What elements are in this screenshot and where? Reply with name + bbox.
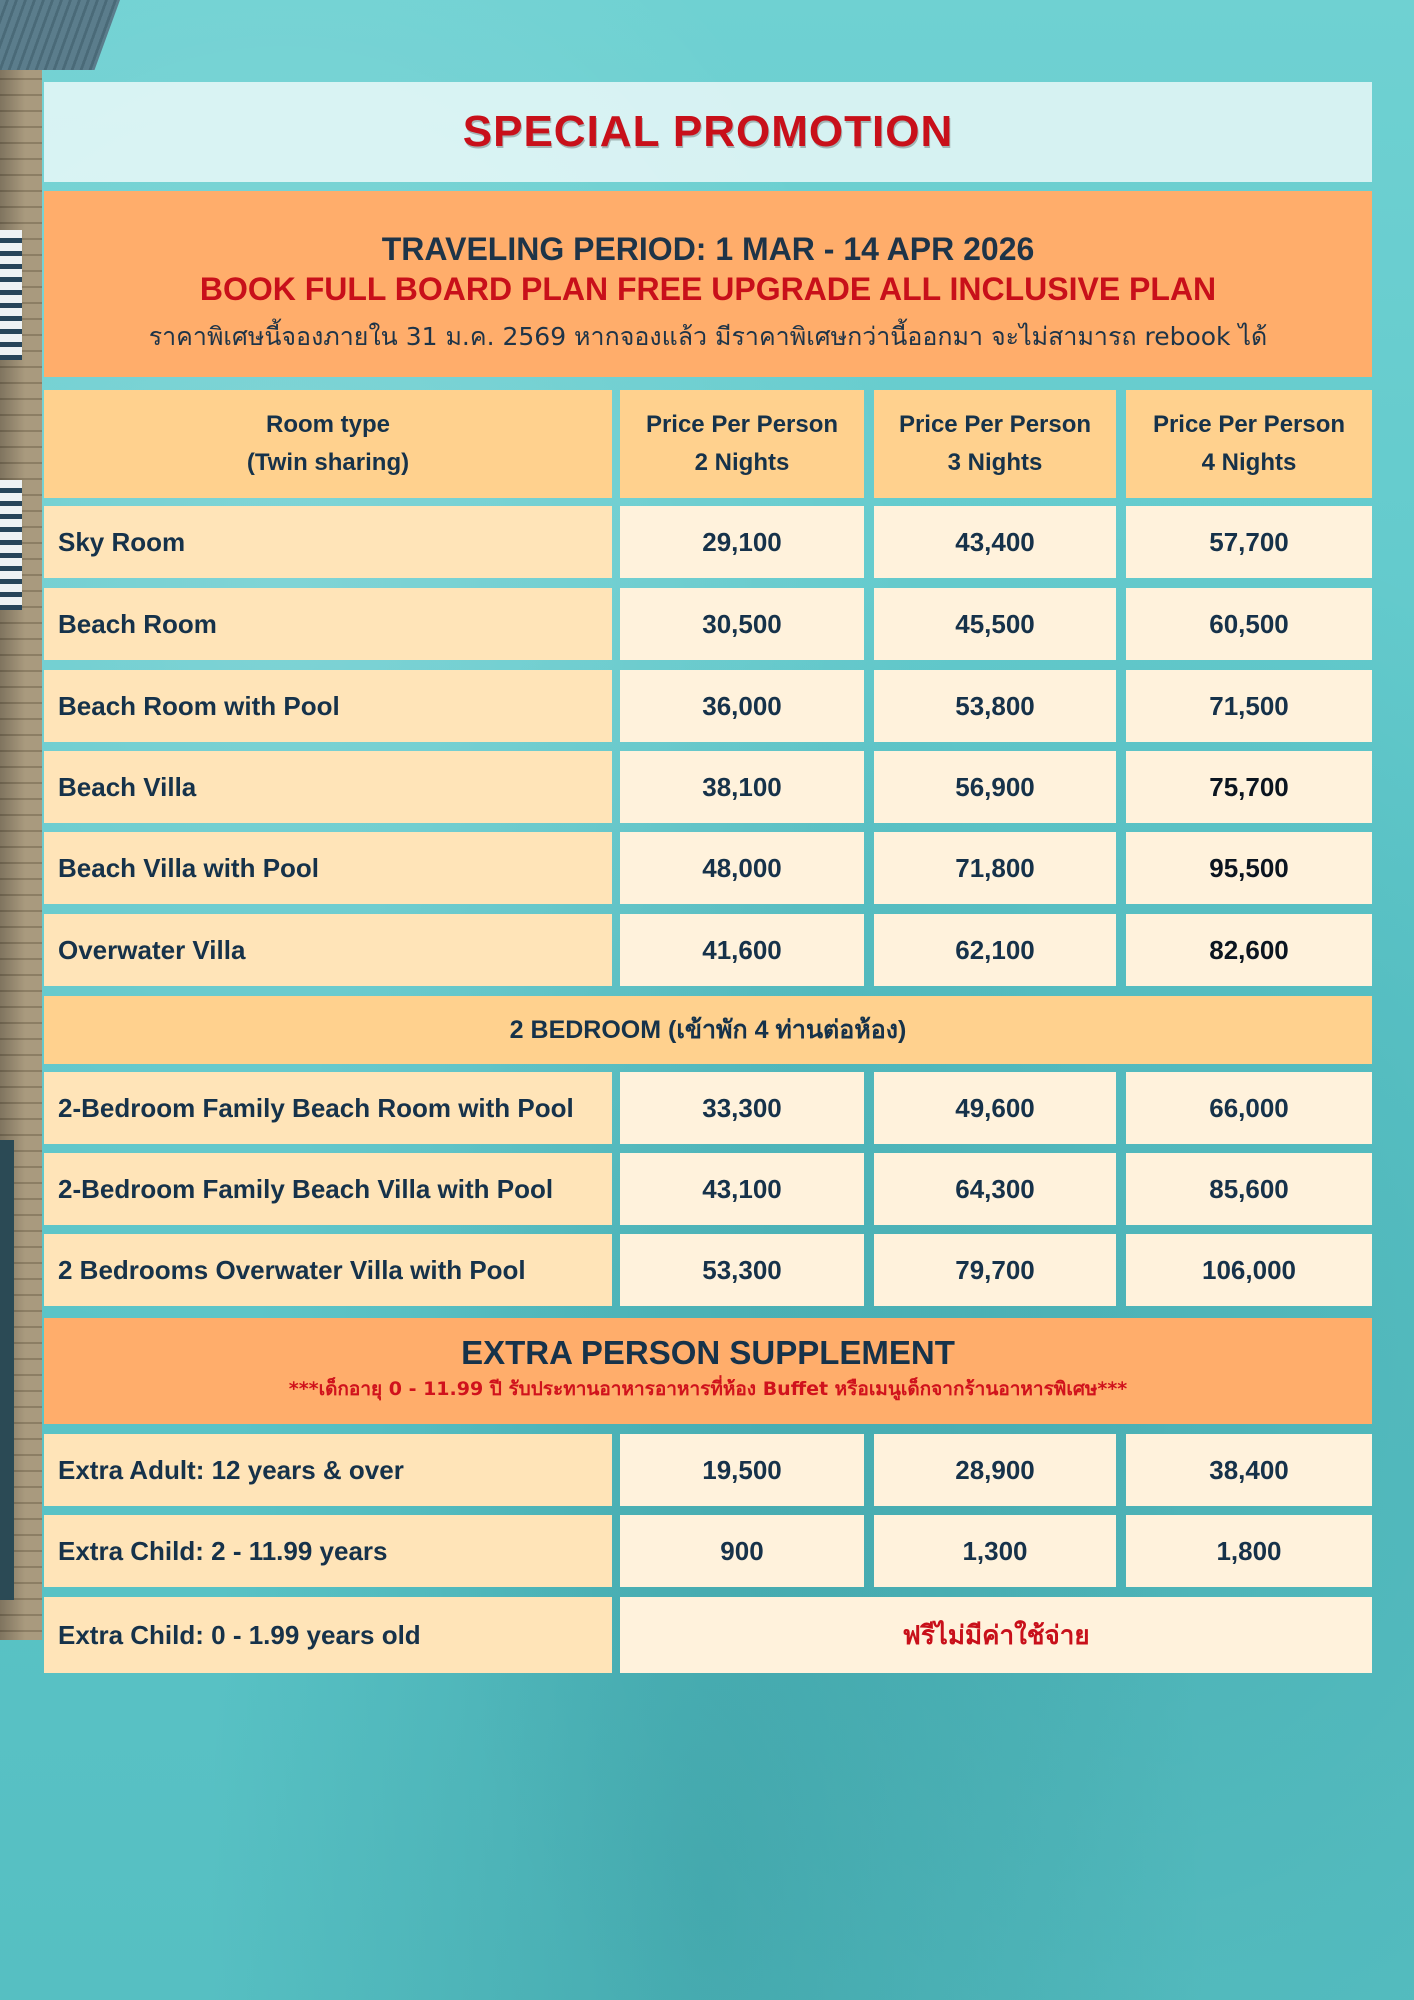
table-row bbox=[44, 751, 1372, 823]
villa-roof bbox=[0, 0, 120, 70]
price-3-nights: 28,900 bbox=[874, 1434, 1116, 1506]
price-2-nights: 900 bbox=[620, 1515, 864, 1587]
price-4-nights: 71,500 bbox=[1126, 670, 1372, 742]
price-2-nights: 41,600 bbox=[620, 914, 864, 986]
promo-headline: BOOK FULL BOARD PLAN FREE UPGRADE ALL INCLUSIVE PLAN bbox=[199, 271, 1217, 307]
price-2-nights: 36,000 bbox=[620, 670, 864, 742]
price-2-nights: 19,500 bbox=[620, 1434, 864, 1506]
room-name: Beach Room with Pool bbox=[44, 670, 612, 742]
table-row bbox=[44, 506, 1372, 578]
table-row bbox=[44, 832, 1372, 904]
dock-post bbox=[0, 1140, 14, 1600]
price-3-nights: 62,100 bbox=[874, 914, 1116, 986]
price-2-nights: 29,100 bbox=[620, 506, 864, 578]
header-room-type: Room type (Twin sharing) bbox=[44, 390, 612, 498]
sun-lounger bbox=[0, 230, 22, 360]
table-row bbox=[44, 1515, 1372, 1587]
room-name: Beach Villa with Pool bbox=[44, 832, 612, 904]
price-3-nights: 71,800 bbox=[874, 832, 1116, 904]
price-4-nights: 60,500 bbox=[1126, 588, 1372, 660]
free-of-charge: ฟรีไม่มีค่าใช้จ่าย bbox=[620, 1597, 1372, 1673]
table-row bbox=[44, 1597, 1372, 1673]
header-3-nights: Price Per Person 3 Nights bbox=[874, 390, 1116, 498]
room-name: 2-Bedroom Family Beach Villa with Pool bbox=[44, 1153, 612, 1225]
price-2-nights: 38,100 bbox=[620, 751, 864, 823]
room-name: Beach Villa bbox=[44, 751, 612, 823]
price-3-nights: 64,300 bbox=[874, 1153, 1116, 1225]
price-2-nights: 43,100 bbox=[620, 1153, 864, 1225]
room-name: 2-Bedroom Family Beach Room with Pool bbox=[44, 1072, 612, 1144]
price-2-nights: 53,300 bbox=[620, 1234, 864, 1306]
price-4-nights: 106,000 bbox=[1126, 1234, 1372, 1306]
price-4-nights: 38,400 bbox=[1126, 1434, 1372, 1506]
price-4-nights: 66,000 bbox=[1126, 1072, 1372, 1144]
price-4-nights: 1,800 bbox=[1126, 1515, 1372, 1587]
extra-title: EXTRA PERSON SUPPLEMENT bbox=[461, 1334, 955, 1371]
room-name: Sky Room bbox=[44, 506, 612, 578]
table-header bbox=[44, 390, 1372, 498]
price-3-nights: 79,700 bbox=[874, 1234, 1116, 1306]
price-3-nights: 43,400 bbox=[874, 506, 1116, 578]
price-3-nights: 56,900 bbox=[874, 751, 1116, 823]
price-3-nights: 49,600 bbox=[874, 1072, 1116, 1144]
table-row bbox=[44, 1234, 1372, 1306]
price-2-nights: 30,500 bbox=[620, 588, 864, 660]
price-2-nights: 33,300 bbox=[620, 1072, 864, 1144]
header-4-nights: Price Per Person 4 Nights bbox=[1126, 390, 1372, 498]
extra-note: ***เด็กอายุ 0 - 11.99 ปี รับประทานอาหารอาหารที่ห้อง Buffet หรือเมนูเด็กจากร้านอาหารพิเศษ*** bbox=[288, 1378, 1128, 1400]
price-4-nights: 85,600 bbox=[1126, 1153, 1372, 1225]
room-name: Beach Room bbox=[44, 588, 612, 660]
period-box bbox=[44, 191, 1372, 377]
price-4-nights: 57,700 bbox=[1126, 506, 1372, 578]
table-row bbox=[44, 1153, 1372, 1225]
traveling-period: TRAVELING PERIOD: 1 MAR - 14 APR 2026 bbox=[381, 231, 1035, 267]
title-box bbox=[44, 82, 1372, 182]
price-3-nights: 45,500 bbox=[874, 588, 1116, 660]
table-row bbox=[44, 1072, 1372, 1144]
price-3-nights: 1,300 bbox=[874, 1515, 1116, 1587]
sun-lounger bbox=[0, 480, 22, 610]
booking-note: ราคาพิเศษนี้จองภายใน 31 ม.ค. 2569 หากจองแล้ว มีราคาพิเศษกว่านี้ออกมา จะไม่สามารถ rebook ได้ bbox=[148, 322, 1268, 351]
extra-name: Extra Adult: 12 years & over bbox=[44, 1434, 612, 1506]
table-row bbox=[44, 588, 1372, 660]
room-name: 2 Bedrooms Overwater Villa with Pool bbox=[44, 1234, 612, 1306]
table-row bbox=[44, 1434, 1372, 1506]
table-row bbox=[44, 670, 1372, 742]
price-4-nights: 75,700 bbox=[1126, 751, 1372, 823]
price-2-nights: 48,000 bbox=[620, 832, 864, 904]
extra-name: Extra Child: 0 - 1.99 years old bbox=[44, 1597, 612, 1673]
table-row bbox=[44, 914, 1372, 986]
price-4-nights: 82,600 bbox=[1126, 914, 1372, 986]
room-name: Overwater Villa bbox=[44, 914, 612, 986]
page-title: SPECIAL PROMOTION bbox=[462, 107, 954, 156]
extra-supplement-band bbox=[44, 1318, 1372, 1424]
header-2-nights: Price Per Person 2 Nights bbox=[620, 390, 864, 498]
price-3-nights: 53,800 bbox=[874, 670, 1116, 742]
extra-name: Extra Child: 2 - 11.99 years bbox=[44, 1515, 612, 1587]
price-4-nights: 95,500 bbox=[1126, 832, 1372, 904]
two-bedroom-band: 2 BEDROOM (เข้าพัก 4 ท่านต่อห้อง) bbox=[44, 996, 1372, 1064]
